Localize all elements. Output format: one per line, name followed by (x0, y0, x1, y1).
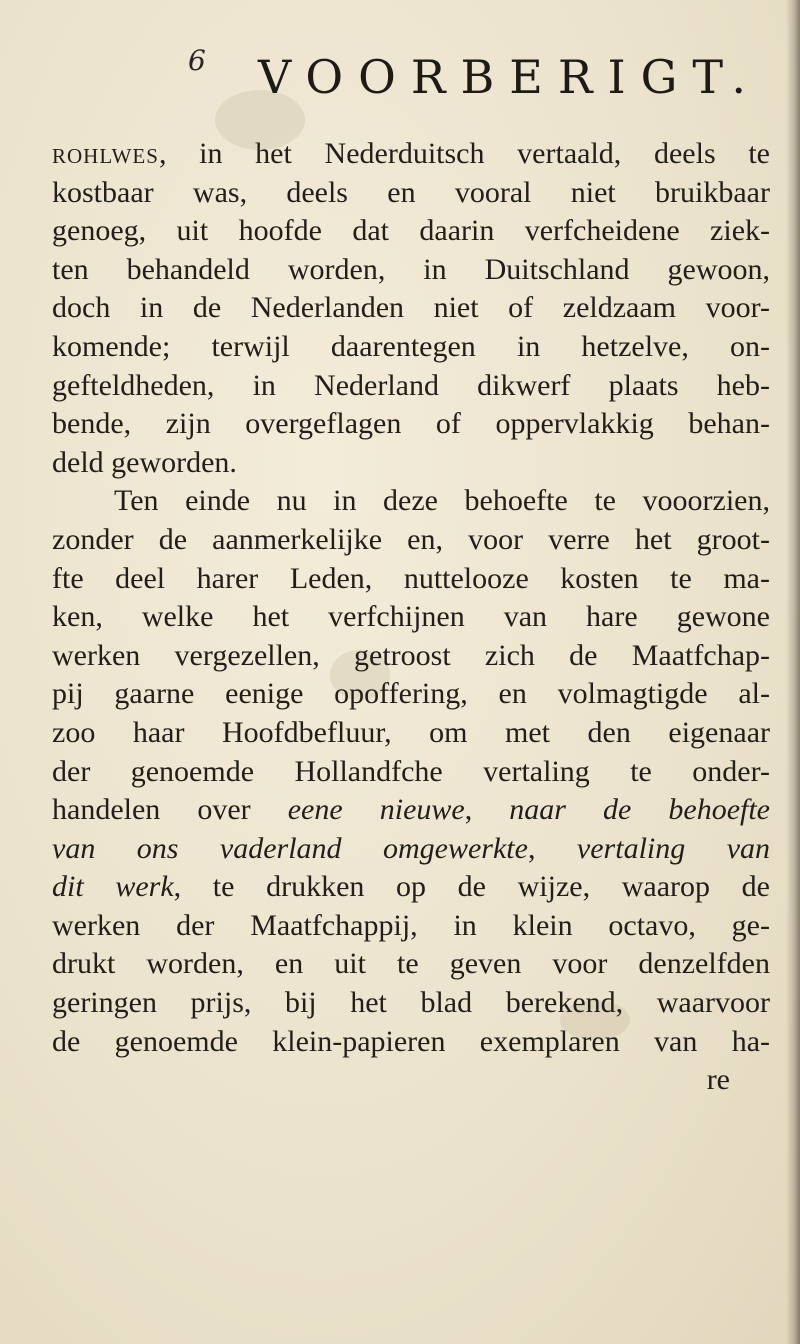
text-line: zonder de aanmerkelijke en, voor verre het groot- (52, 522, 770, 556)
text-line: werken der Maatfchappij, in klein octavo, ge- (52, 908, 770, 942)
text-line: pij gaarne eenige opoffering, en volmagtigde al- (52, 677, 770, 711)
italic-phrase: van ons vaderland omgewerkte (52, 831, 528, 865)
page-header (0, 42, 800, 102)
text-line: doch in de Nederlanden niet of zeldzaam voor- (52, 291, 770, 325)
text-line (52, 830, 770, 869)
text-line: ten behandeld worden, in Duitschland gewoon, (52, 252, 770, 286)
text-segment: , te drukken op de wijze, waarop de (173, 870, 770, 904)
text-segment: , (464, 793, 510, 827)
text-line: werken vergezellen, getroost zich de Maatfchap- (52, 638, 770, 672)
text-line (52, 791, 770, 830)
text-line: genoeg, uit hoofde dat daarin verfcheidene ziek- (52, 214, 770, 248)
text-segment: , in het Nederduitsch vertaald, deels te (158, 137, 770, 170)
text-line: Ten einde nu in deze behoefte te vooorzien, (114, 484, 770, 518)
text-segment: handelen over (52, 793, 288, 827)
italic-phrase: naar de behoefte (509, 793, 770, 827)
text-line: der genoemde Hollandfche vertaling te onder- (52, 754, 770, 788)
author-name: rohlwes (52, 137, 159, 170)
text-line: kostbaar was, deels en vooral niet bruikbaar (52, 175, 770, 209)
text-line: deld geworden. (52, 445, 237, 479)
italic-phrase: vertaling van (576, 831, 771, 865)
page-number: 6 (188, 44, 206, 77)
text-line: de genoemde klein-papieren exemplaren van ha- (52, 1024, 770, 1058)
text-segment: , (527, 831, 577, 865)
body-text (52, 135, 770, 1100)
text-line: fte deel harer Leden, nuttelooze kosten te ma- (52, 561, 770, 595)
text-line: bende, zijn overgeflagen of oppervlakkig behan- (52, 407, 770, 441)
text-line: gefteldheden, in Nederland dikwerf plaats heb- (52, 368, 770, 402)
text-line (52, 135, 770, 174)
text-line: ken, welke het verfchijnen van hare gewone (52, 600, 770, 634)
italic-phrase: eene nieuwe (287, 793, 465, 827)
page-edge-shadow (786, 0, 800, 1344)
text-line (52, 868, 770, 907)
catchword: re (706, 1063, 730, 1097)
text-line: zoo haar Hoofdbefluur, om met den eigenaar (52, 715, 770, 749)
running-title: VOORBERIGT. (258, 50, 761, 104)
text-line: drukt worden, en uit te geven voor denzelfden (52, 947, 770, 981)
text-line: komende; terwijl daarentegen in hetzelve, on- (52, 329, 770, 363)
italic-phrase: dit werk (52, 870, 174, 904)
text-line: geringen prijs, bij het blad berekend, waarvoor (52, 986, 770, 1020)
